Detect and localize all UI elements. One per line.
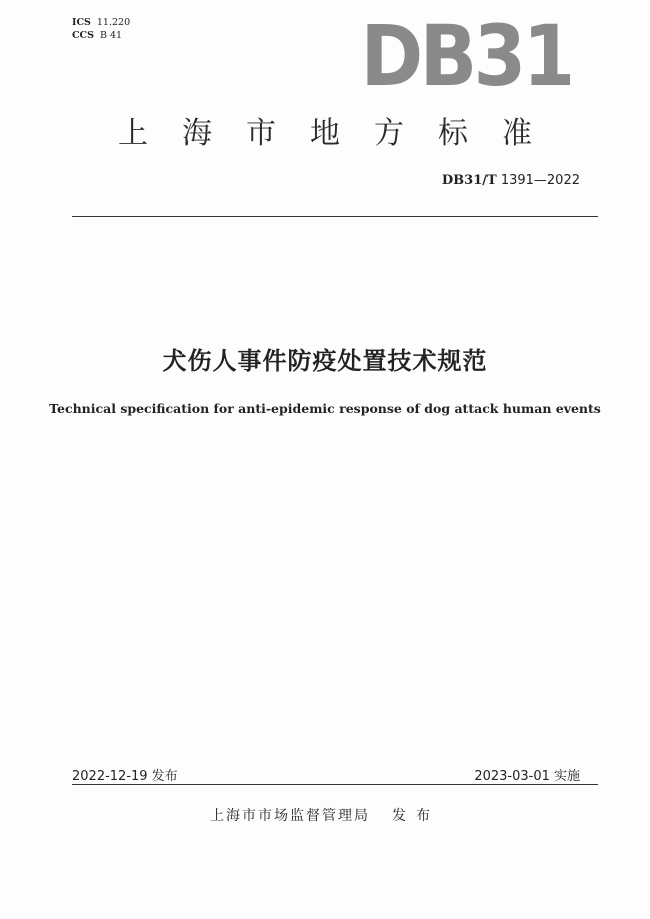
- bottom-divider: [72, 784, 598, 785]
- category-title: 上海市地方标准: [118, 116, 566, 151]
- ics-code: 11.220: [96, 17, 131, 28]
- classification-codes: [72, 16, 130, 42]
- ics-label: ICS: [72, 17, 91, 28]
- issue-date: 2022-12-19 发布: [72, 769, 178, 784]
- title-chinese: 犬伤人事件防疫处置技术规范: [162, 347, 488, 375]
- publisher-action: 发布: [392, 808, 440, 824]
- standard-number: [442, 173, 580, 188]
- publisher-name: 上海市市场监督管理局: [210, 808, 370, 824]
- ccs-label: CCS: [72, 30, 94, 41]
- standard-number-prefix: DB31/T: [441, 173, 497, 188]
- implementation-date: 2023-03-01 实施: [474, 769, 580, 784]
- ccs-code-line: [72, 29, 130, 42]
- publisher: [0, 805, 650, 825]
- ics-code-line: [72, 16, 130, 29]
- standard-number-value: 1391—2022: [500, 173, 580, 188]
- title-english: Technical specification for anti-epidemic response of dog attack human events: [49, 401, 601, 416]
- ccs-code: B 41: [99, 30, 123, 41]
- db31-logo: DB31: [360, 7, 572, 105]
- top-divider: [72, 216, 598, 217]
